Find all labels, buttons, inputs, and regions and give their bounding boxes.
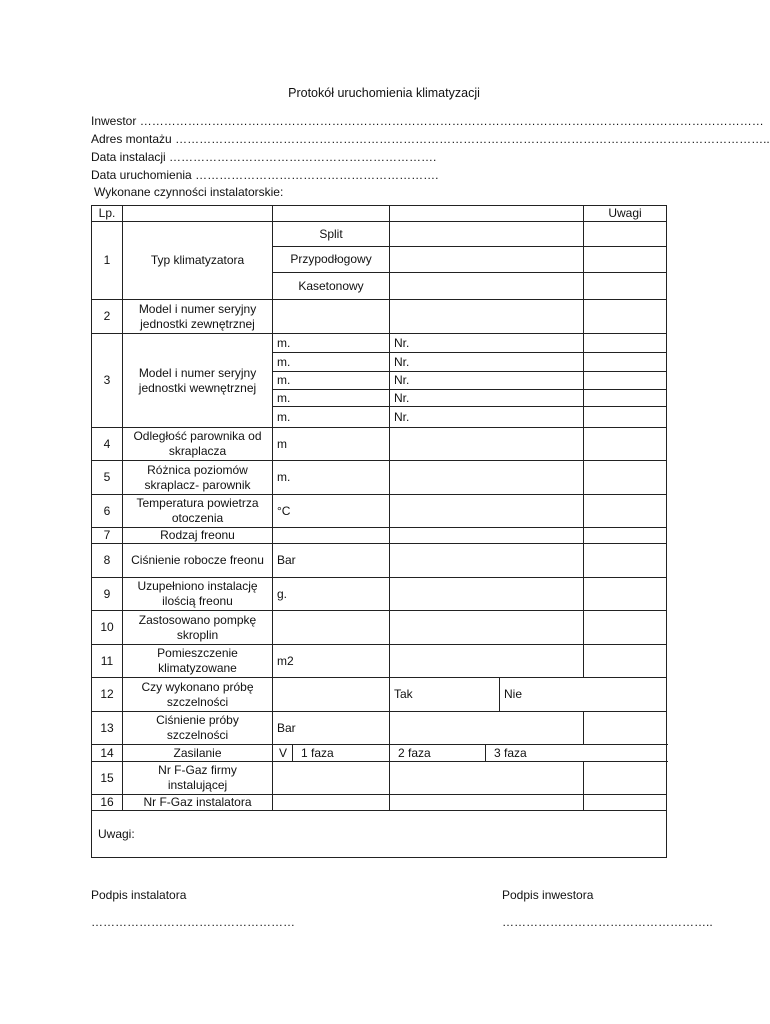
- option-1-phase: 1 faza: [301, 746, 334, 760]
- row-label: Zastosowano pompkę skroplin: [123, 611, 273, 645]
- serial-cell: Nr.: [390, 390, 584, 407]
- table-row: [92, 762, 667, 795]
- option-yes: Tak: [390, 678, 500, 712]
- table-row: [92, 300, 667, 334]
- unit-cell: Bar: [273, 544, 390, 578]
- table-row: [92, 428, 667, 461]
- row-number: 12: [92, 678, 123, 712]
- table-row: [92, 611, 667, 645]
- table-row: [92, 745, 667, 762]
- table-row: [92, 795, 667, 811]
- option-cassette: Kasetonowy: [273, 273, 390, 300]
- field-startup-date-dots: …………………………………………………….: [195, 168, 439, 182]
- row-label: Typ klimatyzatora: [123, 222, 273, 300]
- row-label: Temperatura powietrza otoczenia: [123, 495, 273, 528]
- serial-cell: Nr.: [390, 353, 584, 372]
- option-split: Split: [273, 222, 390, 247]
- table-row: [92, 334, 667, 353]
- row-label: Odległość parownika od skraplacza: [123, 428, 273, 461]
- field-install-date: [91, 150, 437, 164]
- unit-cell: m: [273, 428, 390, 461]
- field-startup-date: [91, 168, 439, 182]
- option-no: Nie: [500, 678, 667, 712]
- row-number: 15: [92, 762, 123, 795]
- investor-signature-label: Podpis inwestora: [502, 888, 594, 902]
- field-install-date-dots: ………………………………………………………….: [169, 150, 437, 164]
- row-label: Różnica poziomów skraplacz- parownik: [123, 461, 273, 495]
- row-label: Ciśnienie robocze freonu: [123, 544, 273, 578]
- field-address-dots: …………………………………………………………………………………………………………………………………..: [175, 132, 770, 146]
- model-cell: m.: [273, 407, 390, 428]
- unit-cell: Bar: [273, 712, 390, 745]
- model-cell: m.: [273, 372, 390, 390]
- field-startup-date-label: Data uruchomienia: [91, 168, 192, 182]
- remarks-label: Uwagi:: [92, 811, 667, 858]
- unit-cell: °C: [273, 495, 390, 528]
- row-label: Rodzaj freonu: [123, 528, 273, 544]
- row-label: Model i numer seryjny jednostki wewnętrznej: [123, 334, 273, 428]
- header-lp: Lp.: [92, 206, 123, 222]
- row-number: 11: [92, 645, 123, 678]
- field-install-date-label: Data instalacji: [91, 150, 166, 164]
- row-number: 6: [92, 495, 123, 528]
- table-header-row: [92, 206, 667, 222]
- protocol-table: [91, 205, 667, 858]
- investor-signature-line: ……………………………………………..: [502, 915, 713, 929]
- unit-cell: g.: [273, 578, 390, 611]
- option-2-phase: 2 faza: [398, 746, 431, 760]
- row-number: 9: [92, 578, 123, 611]
- field-address: [91, 132, 770, 146]
- serial-cell: Nr.: [390, 372, 584, 390]
- row-label: Uzupełniono instalację ilością freonu: [123, 578, 273, 611]
- serial-cell: Nr.: [390, 407, 584, 428]
- row-number: 10: [92, 611, 123, 645]
- table-row: [92, 645, 667, 678]
- model-cell: m.: [273, 334, 390, 353]
- table-row: [92, 222, 667, 247]
- row-number: 14: [92, 745, 123, 762]
- section-label: Wykonane czynności instalatorskie:: [94, 185, 284, 199]
- row-number: 16: [92, 795, 123, 811]
- row-number: 1: [92, 222, 123, 300]
- field-investor: [91, 114, 764, 128]
- row-label: Ciśnienie próby szczelności: [123, 712, 273, 745]
- table-row: [92, 544, 667, 578]
- field-address-label: Adres montażu: [91, 132, 172, 146]
- row-number: 7: [92, 528, 123, 544]
- row-label: Nr F-Gaz instalatora: [123, 795, 273, 811]
- row-number: 13: [92, 712, 123, 745]
- table-row: [92, 495, 667, 528]
- header-uwagi: Uwagi: [584, 206, 667, 222]
- table-row: [92, 461, 667, 495]
- document-title: Protokół uruchomienia klimatyzacji: [288, 86, 480, 100]
- row-label: Zasilanie: [123, 745, 273, 762]
- row-label: Model i numer seryjny jednostki zewnętrznej: [123, 300, 273, 334]
- row-number: 2: [92, 300, 123, 334]
- option-floor: Przypodłogowy: [273, 247, 390, 273]
- table-row: [92, 528, 667, 544]
- unit-cell: m2: [273, 645, 390, 678]
- row-label: Nr F-Gaz firmy instalującej: [123, 762, 273, 795]
- row-number: 8: [92, 544, 123, 578]
- model-cell: m.: [273, 353, 390, 372]
- row-number: 4: [92, 428, 123, 461]
- table-row: [92, 712, 667, 745]
- table-row: [92, 578, 667, 611]
- row-label: Pomieszczenie klimatyzowane: [123, 645, 273, 678]
- model-cell: m.: [273, 390, 390, 407]
- power-options: [273, 745, 667, 762]
- row-number: 3: [92, 334, 123, 428]
- voltage-unit: V: [279, 746, 288, 760]
- serial-cell: Nr.: [390, 334, 584, 353]
- remarks-row: [92, 811, 667, 858]
- table-row: [92, 678, 667, 712]
- field-investor-dots: …………………………………………………………………………………………………………………………………………: [139, 114, 764, 128]
- field-investor-label: Inwestor: [91, 114, 137, 128]
- row-number: 5: [92, 461, 123, 495]
- installer-signature-line: ……………………………………………: [91, 915, 295, 929]
- unit-cell: m.: [273, 461, 390, 495]
- installer-signature-label: Podpis instalatora: [91, 888, 187, 902]
- row-label: Czy wykonano próbę szczelności: [123, 678, 273, 712]
- option-3-phase: 3 faza: [494, 746, 527, 760]
